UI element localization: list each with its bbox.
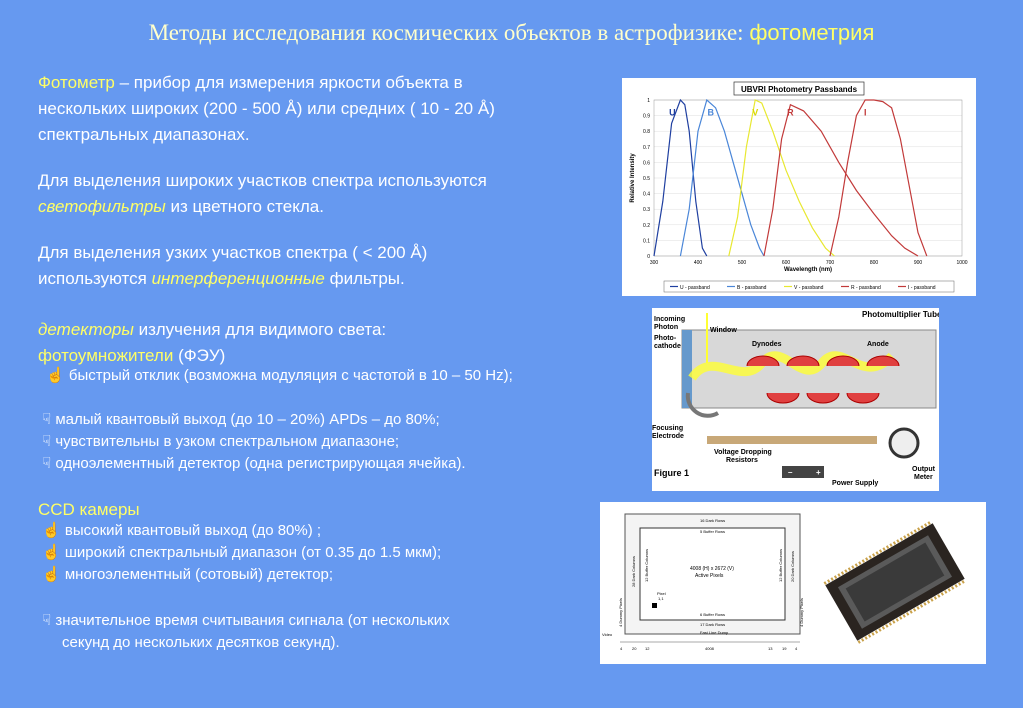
pmt-plus: +	[816, 468, 821, 477]
x-tick-label: 400	[693, 260, 703, 266]
x-tick-label: 500	[737, 260, 747, 266]
pmt-power: Power Supply	[832, 480, 879, 487]
chart-title: UBVRI Photometry Passbands	[740, 85, 858, 94]
series-label-U: U	[669, 107, 676, 118]
pmt-figure-label: Figure 1	[654, 468, 690, 478]
filters-paragraph: Для выделения широких участков спектра используются светофильтры из цветного стекла.	[38, 171, 487, 216]
ccd-pixel: Pixel	[657, 591, 666, 596]
y-tick-label: 0.3	[643, 207, 650, 214]
pixel-marker	[652, 603, 657, 608]
ccd-dark-rows-bot: 17 Dark Rows	[700, 622, 726, 627]
interference-paragraph: Для выделения узких участков спектра ( < 200 Å) используются интерференционные фильтры.	[38, 243, 428, 288]
ccd-b19: 19	[782, 646, 787, 651]
x-tick-label: 700	[825, 260, 835, 266]
ccd-pros: ☝ высокий квантовый выход (до 80%) ; ☝ широкий спектральный диапазон (от 0.35 до 1.5 мкм); ☝ многоэлементный (сотовый) детектор;	[42, 522, 442, 583]
ccd-dark-rows-top: 16 Dark Rows	[700, 518, 726, 523]
x-tick-label: 600	[781, 260, 791, 266]
ccd-pixel11: 1,1	[658, 596, 664, 601]
pmt-focusing: Focusing	[652, 425, 684, 432]
pmt-anode: Anode	[867, 341, 889, 348]
pmt-voltage1: Voltage Dropping	[714, 449, 772, 456]
pmt-cons: ☟ малый квантовый выход (до 10 – 20%) APDs – до 80%; ☟ чувствительны в узком спектральном диапазоне; ☟ одноэлементный детектор (одна регистрирующая ячейка).	[42, 411, 466, 472]
pmt-electrode: Electrode	[652, 433, 684, 440]
ccd-b20: 20	[632, 646, 637, 651]
page-title: Методы исследования космических объектов в астрофизике: фотометрия	[148, 20, 875, 45]
y-tick-label: 0.1	[643, 238, 650, 245]
pmt-output1: Output	[912, 466, 935, 473]
ccd-fast-dump: Fast Line Dump	[700, 630, 729, 635]
ccd-active2: Active Pixels	[695, 573, 724, 579]
detectors-paragraph: детекторы излучения для видимого света: фотоумножители (ФЭУ)	[38, 320, 387, 365]
ccd-b13: 13	[768, 646, 773, 651]
ccd-dark-cols: 28 Dark Columns	[631, 556, 636, 587]
ubvri-chart-panel	[622, 78, 976, 296]
y-tick-label: 0.6	[643, 160, 650, 167]
y-axis-label: Relative Intensity	[630, 153, 636, 203]
thumb-down-icon: ☟	[42, 612, 52, 629]
ccd-dummy-l: 4 Dummy Pixels	[618, 598, 623, 627]
thumb-up-icon: ☝	[42, 544, 61, 561]
pmt-photo: Photo-	[654, 335, 677, 342]
series-label-I: I	[863, 107, 867, 118]
thumb-up-icon: ☝	[42, 522, 61, 539]
ccd-video: Video	[602, 632, 613, 637]
thumb-down-icon: ☟	[42, 411, 52, 428]
ccd-active1: 4008 (H) x 2672 (V)	[690, 566, 734, 572]
ubvri-chart	[622, 78, 976, 296]
pmt-voltage2: Resistors	[726, 457, 758, 464]
ccd-chip-photo	[824, 522, 965, 643]
pmt-output2: Meter	[914, 474, 933, 481]
pmt-photon: Photon	[654, 324, 679, 331]
y-tick-label: 0.2	[643, 222, 650, 229]
thumb-down-icon: ☟	[42, 433, 52, 450]
pmt-dynodes: Dynodes	[752, 341, 782, 348]
resistor-chain	[707, 436, 877, 444]
y-tick-label: 0.9	[643, 113, 650, 120]
pmt-incoming: Incoming	[654, 316, 686, 323]
x-tick-label: 300	[649, 260, 659, 266]
legend-entry: U - passband	[680, 285, 710, 291]
photometer-line2: нескольких широких (200 - 500 Å) или средних ( 10 - 20 Å)	[38, 99, 495, 118]
ccd-b4r: 4	[795, 646, 798, 651]
pmt-cathode: cathode	[654, 343, 681, 350]
y-tick-label: 0.4	[643, 191, 650, 198]
output-meter	[890, 429, 918, 457]
series-line-R	[764, 105, 918, 256]
title-highlight: фотометрия	[749, 20, 875, 45]
thumb-up-icon: ☝	[46, 367, 65, 384]
pmt-title: Photomultiplier Tube	[862, 310, 939, 319]
y-tick-label: 1	[647, 98, 650, 104]
pmt-window-label: Window	[710, 327, 737, 334]
pmt-figure	[652, 308, 939, 491]
x-tick-label: 900	[913, 260, 923, 266]
x-tick-label: 1000	[956, 260, 968, 266]
ccd-buffer-rows-bot: 6 Buffer Rows	[700, 612, 726, 617]
ccd-buffer-cols-l: 12 Buffer Columns	[644, 548, 649, 582]
ccd-dark-cols-r: 20 Dark Columns	[790, 551, 795, 582]
detectors-term: детекторы	[38, 320, 134, 339]
ccd-buffer-rows-top: 5 Buffer Rows	[700, 529, 726, 534]
legend-entry: B - passband	[737, 285, 767, 291]
x-axis-label: Wavelength (nm)	[783, 267, 833, 273]
x-tick-label: 800	[869, 260, 879, 266]
pmt-minus: –	[788, 468, 793, 477]
pmt-term: фотоумножители	[38, 346, 174, 365]
ccd-cons: ☟ значительное время считывания сигнала (от нескольких секунд до нескольких десятков секунд).	[42, 612, 450, 651]
legend-entry: R - passband	[851, 285, 881, 291]
ccd-dummy-r: 4 Dummy Pixels	[799, 598, 804, 627]
series-label-B: B	[707, 107, 715, 118]
ccd-figure-panel	[600, 502, 986, 664]
series-label-R: R	[787, 107, 794, 118]
legend-entry: I - passband	[908, 285, 936, 291]
photometer-paragraph: Фотометр – прибор для измерения яркости объекта в нескольких широких (200 - 500 Å) или средних ( 10 - 20 Å) спектральных диапазонах.	[38, 70, 495, 148]
pmt-pros: ☝ быстрый отклик (возможна модуляция с частотой в 10 – 50 Hz);	[46, 367, 513, 384]
y-tick-label: 0.5	[643, 176, 650, 182]
thumb-up-icon: ☝	[42, 566, 61, 583]
ccd-buffer-cols-r: 12 Buffer Columns	[778, 548, 783, 582]
series-label-V: V	[752, 107, 759, 118]
photometer-line3: спектральных диапазонах.	[38, 125, 250, 144]
photometer-term: Фотометр	[38, 73, 115, 92]
ccd-b4008: 4008	[705, 646, 714, 651]
y-tick-label: 0	[647, 254, 650, 260]
y-tick-label: 0.7	[643, 144, 650, 151]
legend-entry: V - passband	[794, 285, 824, 291]
ccd-heading: CCD камеры	[38, 500, 140, 519]
ccd-b4: 4	[620, 646, 623, 651]
y-tick-label: 0.8	[643, 129, 650, 136]
ccd-b12: 12	[645, 646, 650, 651]
thumb-down-icon: ☟	[42, 455, 52, 472]
interference-term: интерференционные	[151, 269, 325, 288]
color-filters-term: светофильтры	[38, 197, 166, 216]
